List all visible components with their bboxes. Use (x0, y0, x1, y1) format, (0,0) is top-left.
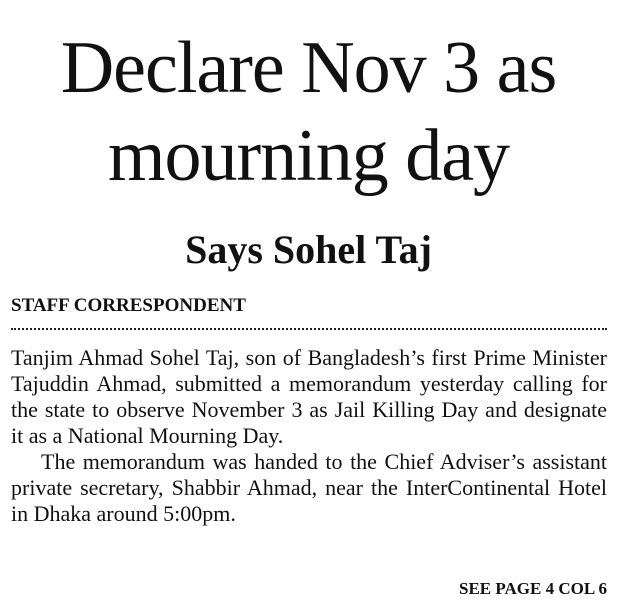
headline-line-2: mourning day (107, 115, 510, 197)
article-body (11, 345, 607, 527)
paragraph-1: Tanjim Ahmad Sohel Taj, son of Bangladesh’s first Prime Minister Tajuddin Ahmad, submitted a memorandum yesterday calling for the state to observe November 3 as Jail Killing Day and designate it as a National Mourning Day. (11, 345, 607, 448)
subheadline: Says Sohel Taj (185, 227, 432, 272)
headline (0, 24, 617, 200)
paragraph-2: The memorandum was handed to the Chief Adviser’s assistant private secretary, Shabbir Ahmad, near the InterContinental Hotel in Dhaka around 5:00pm. (11, 449, 607, 526)
headline-line-1: Declare Nov 3 as (60, 27, 557, 109)
continued-jump-line: SEE PAGE 4 COL 6 (459, 579, 607, 598)
dotted-divider (11, 328, 607, 330)
byline: STAFF CORRESPONDENT (11, 295, 246, 316)
